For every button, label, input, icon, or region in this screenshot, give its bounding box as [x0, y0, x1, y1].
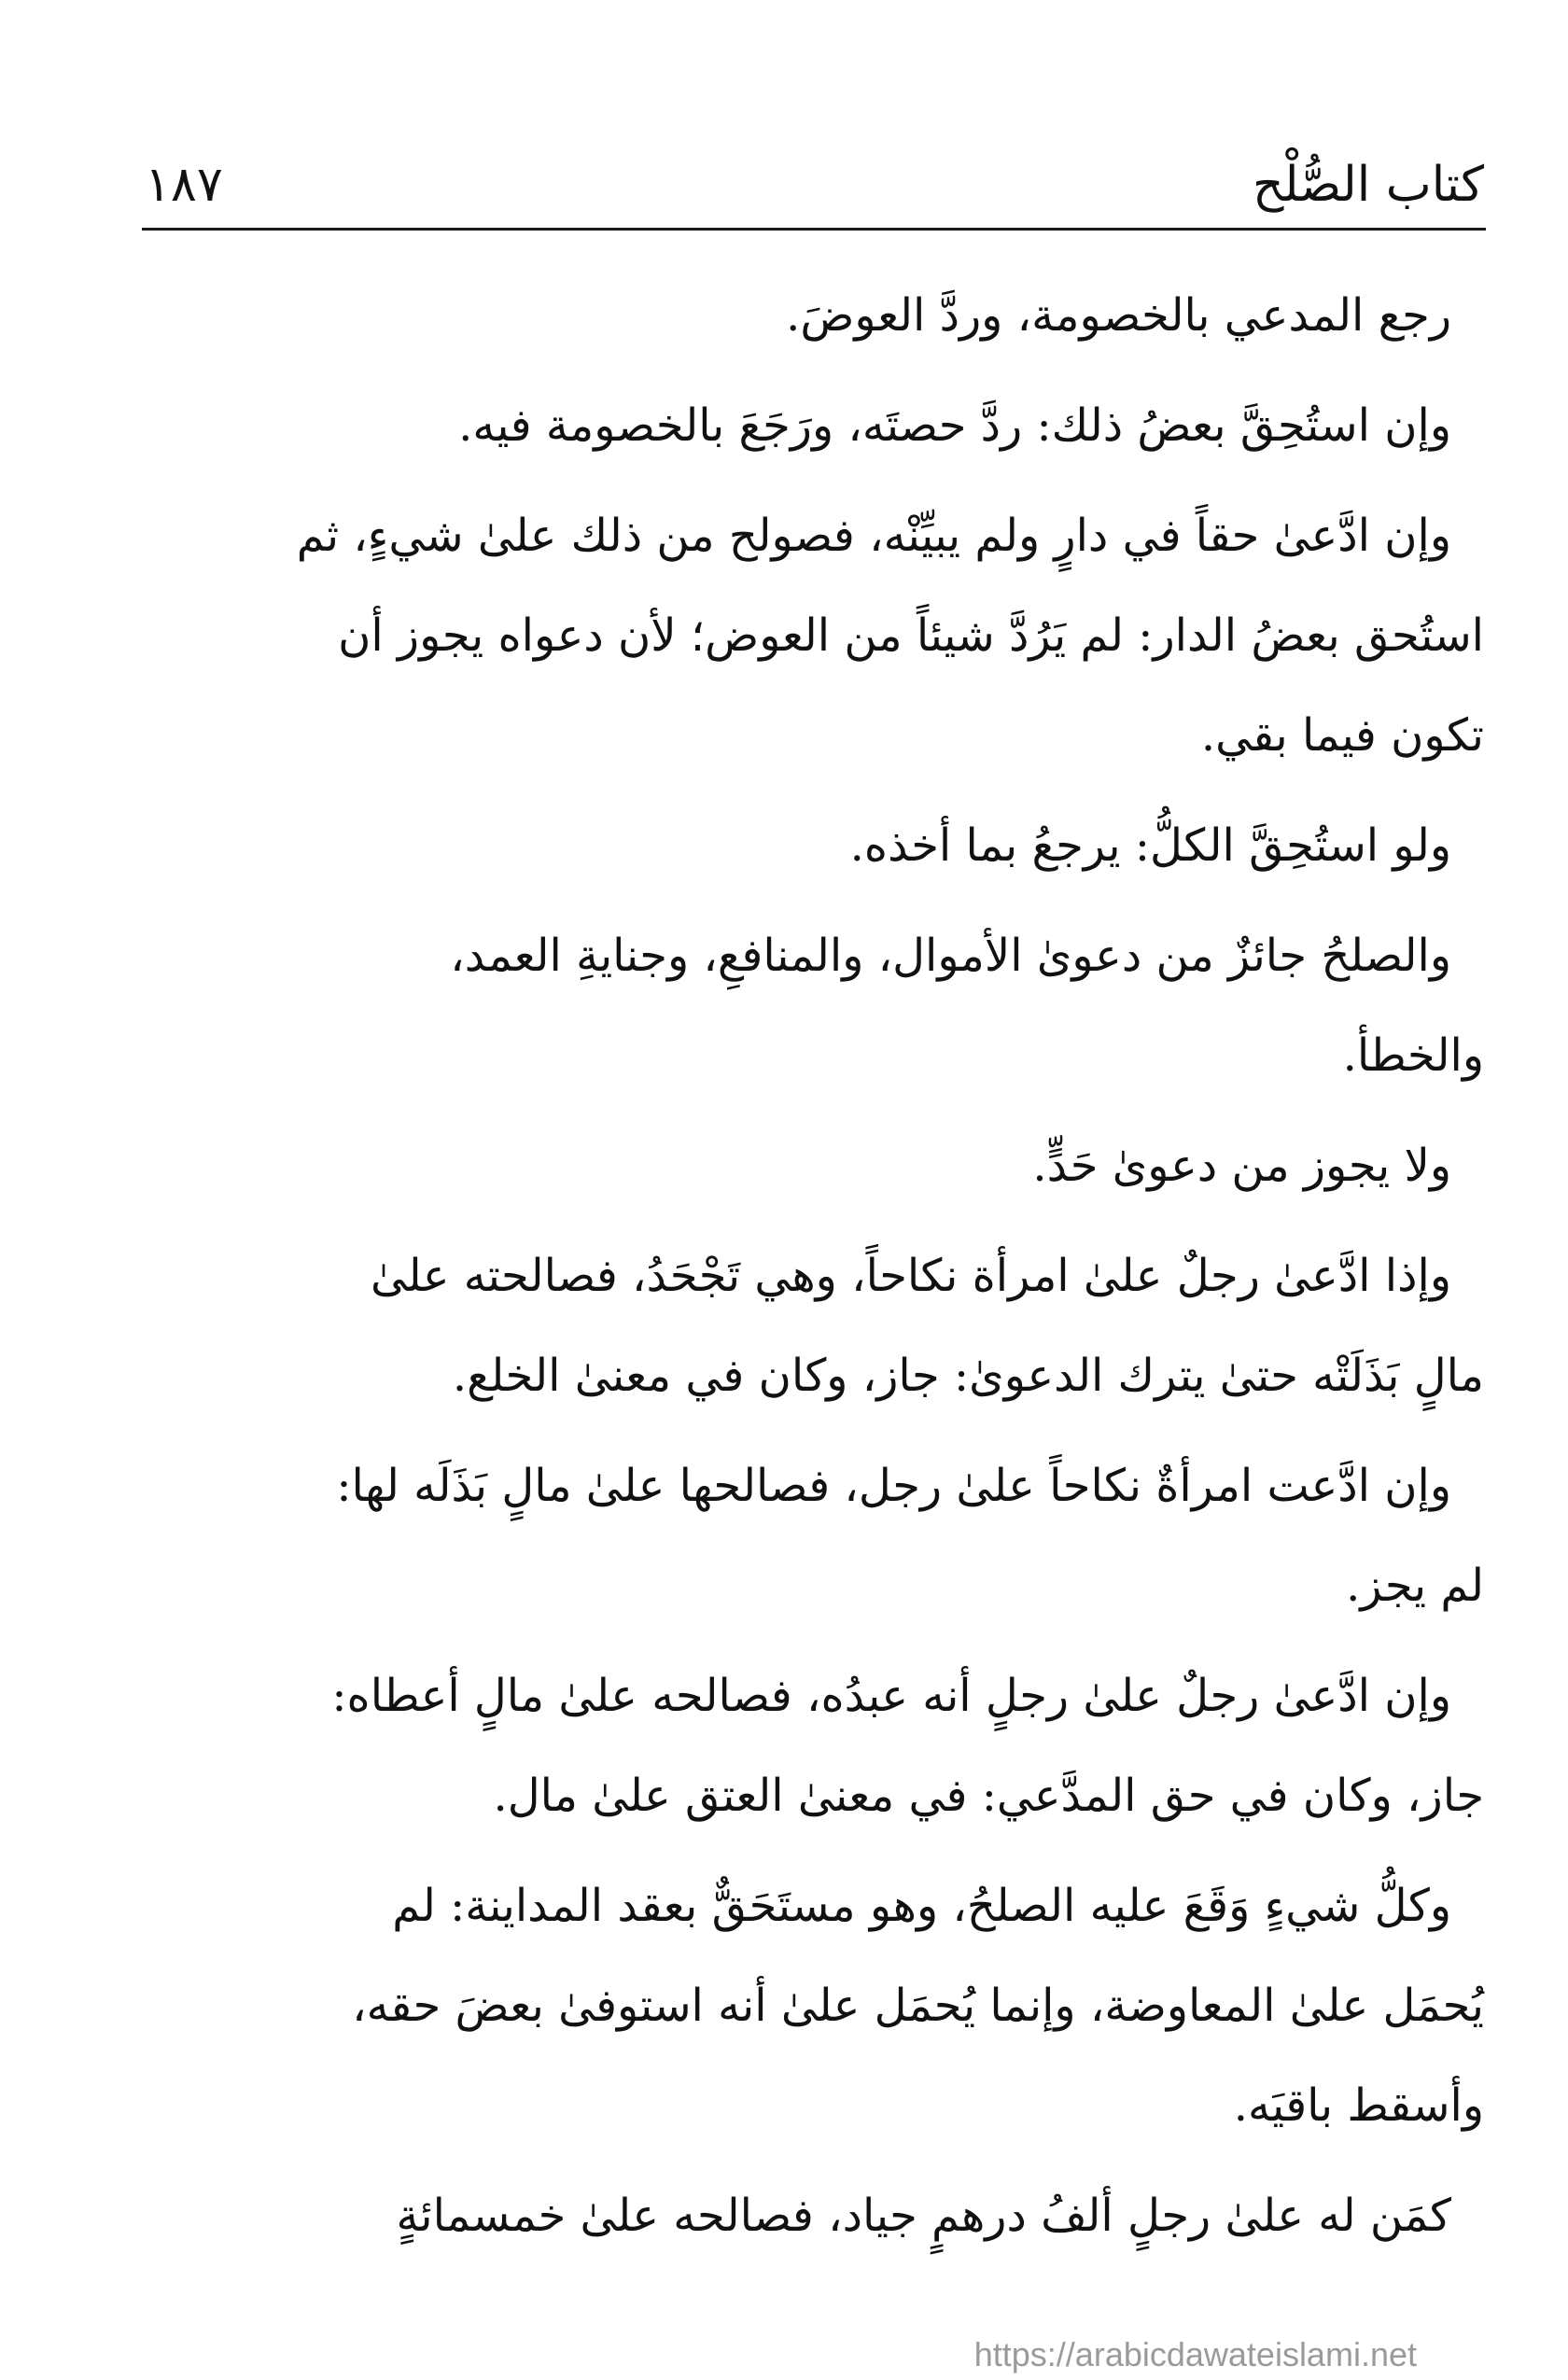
paragraph: ولو استُحِقَّ الكلُّ: يرجعُ بما أخذه.: [849, 819, 1451, 872]
body-text: [149, 266, 1484, 2266]
paragraph: ولا يجوز من دعوىٰ حَدٍّ.: [1032, 1140, 1451, 1192]
paragraph: وكلُّ شيءٍ وَقَعَ عليه الصلحُ، وهو مستَحَقٌّ بعقد المداينة: لم يُحمَل علىٰ المعاوضة، وإنما يُحمَل علىٰ أنه استوفىٰ بعضَ حقه، وأسقط باقيَه.: [352, 1880, 1484, 2132]
paragraph: وإن ادَّعىٰ حقاً في دارٍ ولم يبيِّنْه، فصولح من ذلك علىٰ شيءٍ، ثم استُحق بعضُ الدار: لم يَرُدَّ شيئاً من العوض؛ لأن دعواه يجوز أن تكون فيما بقي.: [296, 510, 1484, 762]
paragraph: رجع المدعي بالخصومة، وردَّ العوضَ.: [786, 289, 1451, 342]
page-number: ١٨٧: [145, 157, 223, 213]
paragraph: وإذا ادَّعىٰ رجلٌ علىٰ امرأة نكاحاً، وهي تَجْحَدُ، فصالحته علىٰ مالٍ بَذَلَتْه حتىٰ يترك الدعوىٰ: جاز، وكان في معنىٰ الخلع.: [370, 1250, 1484, 1402]
paragraph: كمَن له علىٰ رجلٍ ألفُ درهمٍ جياد، فصالحه علىٰ خمسمائةٍ: [396, 2190, 1451, 2242]
running-title: كتاب الصُّلْح: [1253, 157, 1484, 213]
header-rule: [142, 228, 1486, 231]
paragraph: وإن استُحِقَّ بعضُ ذلك: ردَّ حصتَه، ورَجَعَ بالخصومة فيه.: [458, 399, 1451, 452]
watermark-url: https://arabicdawateislami.net: [973, 2335, 1417, 2373]
page-header: [145, 147, 1484, 222]
paragraph: وإن ادَّعت امرأةٌ نكاحاً علىٰ رجل، فصالحها علىٰ مالٍ بَذَلَه لها: لم يجز.: [336, 1460, 1484, 1612]
paragraph: وإن ادَّعىٰ رجلٌ علىٰ رجلٍ أنه عبدُه، فصالحه علىٰ مالٍ أعطاه: جاز، وكان في حق المدَّعي: في معنىٰ العتق علىٰ مال.: [331, 1670, 1484, 1822]
paragraph: والصلحُ جائزٌ من دعوىٰ الأموال، والمنافعِ، وجنايةِ العمد، والخطأ.: [450, 930, 1484, 1082]
